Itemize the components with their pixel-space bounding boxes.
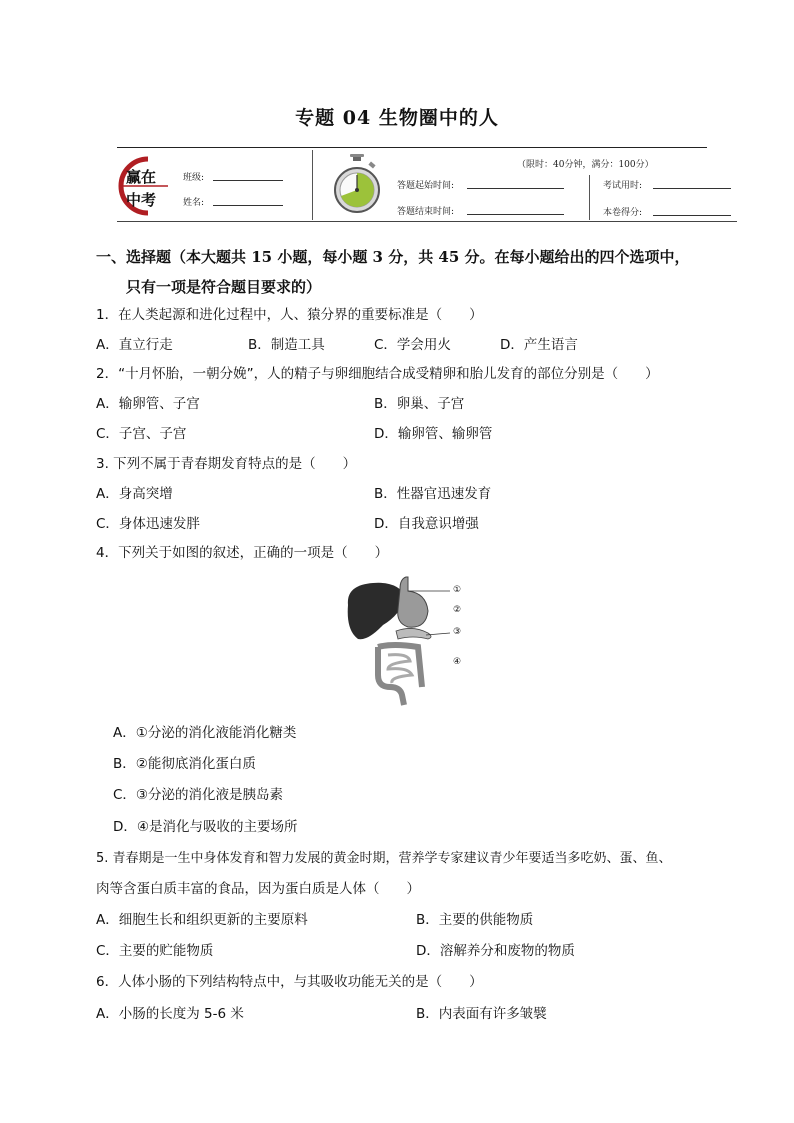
- question-1-option-a[interactable]: A．直立行走: [96, 337, 173, 353]
- question-5-stem-continued: 肉等含蛋白质丰富的食品，因为蛋白质是人体（ ）: [96, 881, 420, 897]
- exam-time-field[interactable]: [653, 188, 731, 189]
- question-6-option-a[interactable]: A．小肠的长度为 5-6 米: [96, 1006, 244, 1022]
- end-time-field[interactable]: [467, 214, 564, 215]
- header-divider-2: [589, 175, 590, 220]
- end-time-label: 答题结束时间:: [397, 207, 455, 217]
- question-4-option-a[interactable]: A．①分泌的消化液能消化糖类: [113, 725, 297, 741]
- time-limit-note: （限时：40分钟，满分：100分）: [517, 160, 654, 170]
- question-1-stem: 1．在人类起源和进化过程中，人、猿分界的重要标准是（ ）: [96, 307, 483, 323]
- class-label: 班级:: [183, 173, 205, 183]
- question-6-option-b[interactable]: B．内表面有许多皱襞: [416, 1006, 547, 1022]
- section-heading-line2: 只有一项是符合题目要求的）: [126, 278, 322, 296]
- question-2-option-d[interactable]: D．输卵管、输卵管: [374, 426, 493, 442]
- figure-label-4: ④: [453, 657, 462, 667]
- question-4-option-d[interactable]: D．④是消化与吸收的主要场所: [113, 819, 298, 835]
- logo-text-bottom: 中考: [126, 191, 157, 209]
- question-1-option-b[interactable]: B．制造工具: [248, 337, 325, 353]
- question-5-option-b[interactable]: B．主要的供能物质: [416, 912, 534, 928]
- question-3-stem: 3. 下列不属于青春期发育特点的是（ ）: [96, 456, 357, 472]
- figure-label-1: ①: [453, 585, 462, 595]
- question-5-option-c[interactable]: C．主要的贮能物质: [96, 943, 214, 959]
- question-4-stem: 4．下列关于如图的叙述，正确的一项是（ ）: [96, 545, 389, 561]
- score-label: 本卷得分:: [603, 208, 643, 218]
- exam-time-label: 考试用时:: [603, 181, 643, 191]
- header-bottom-rule: [117, 221, 737, 222]
- question-3-option-d[interactable]: D．自我意识增强: [374, 516, 479, 532]
- question-2-stem: 2．“十月怀胎，一朝分娩”，人的精子与卵细胞结合成受精卵和胎儿发育的部位分别是（ ）: [96, 366, 659, 382]
- question-1-option-c[interactable]: C．学会用火: [374, 337, 451, 353]
- name-field[interactable]: [213, 205, 283, 206]
- question-4-option-b[interactable]: B．②能彻底消化蛋白质: [113, 756, 256, 772]
- digestive-system-figure: [338, 575, 468, 710]
- logo: [108, 155, 170, 217]
- question-3-option-c[interactable]: C．身体迅速发胖: [96, 516, 200, 532]
- figure-label-2: ②: [453, 605, 462, 615]
- stopwatch-icon: [333, 154, 381, 216]
- question-3-option-a[interactable]: A．身高突增: [96, 486, 173, 502]
- question-1-option-d[interactable]: D．产生语言: [500, 337, 578, 353]
- class-field[interactable]: [213, 180, 283, 181]
- figure-label-3: ③: [453, 627, 462, 637]
- question-6-stem: 6．人体小肠的下列结构特点中，与其吸收功能无关的是（ ）: [96, 974, 483, 990]
- question-5-option-a[interactable]: A．细胞生长和组织更新的主要原料: [96, 912, 308, 928]
- header-divider: [312, 150, 313, 220]
- question-2-option-a[interactable]: A．输卵管、子宫: [96, 396, 200, 412]
- page-title: 专题 04 生物圈中的人: [295, 107, 499, 129]
- header-top-rule: [117, 147, 707, 148]
- question-5-stem: 5. 青春期是一生中身体发育和智力发展的黄金时期，营养学专家建议青少年要适当多吃奶、蛋、鱼、: [96, 851, 672, 866]
- question-3-option-b[interactable]: B．性器官迅速发育: [374, 486, 492, 502]
- score-field[interactable]: [653, 215, 731, 216]
- start-time-label: 答题起始时间:: [397, 181, 455, 191]
- start-time-field[interactable]: [467, 188, 564, 189]
- question-2-option-c[interactable]: C．子宫、子宫: [96, 426, 187, 442]
- name-label: 姓名:: [183, 198, 205, 208]
- section-heading-line1: 一、选择题（本大题共 15 小题，每小题 3 分，共 45 分。在每小题给出的四个选项中，: [96, 248, 690, 266]
- question-5-option-d[interactable]: D．溶解养分和废物的物质: [416, 943, 575, 959]
- logo-text-top: 赢在: [126, 168, 157, 186]
- question-4-option-c[interactable]: C．③分泌的消化液是胰岛素: [113, 787, 284, 803]
- question-2-option-b[interactable]: B．卵巢、子宫: [374, 396, 465, 412]
